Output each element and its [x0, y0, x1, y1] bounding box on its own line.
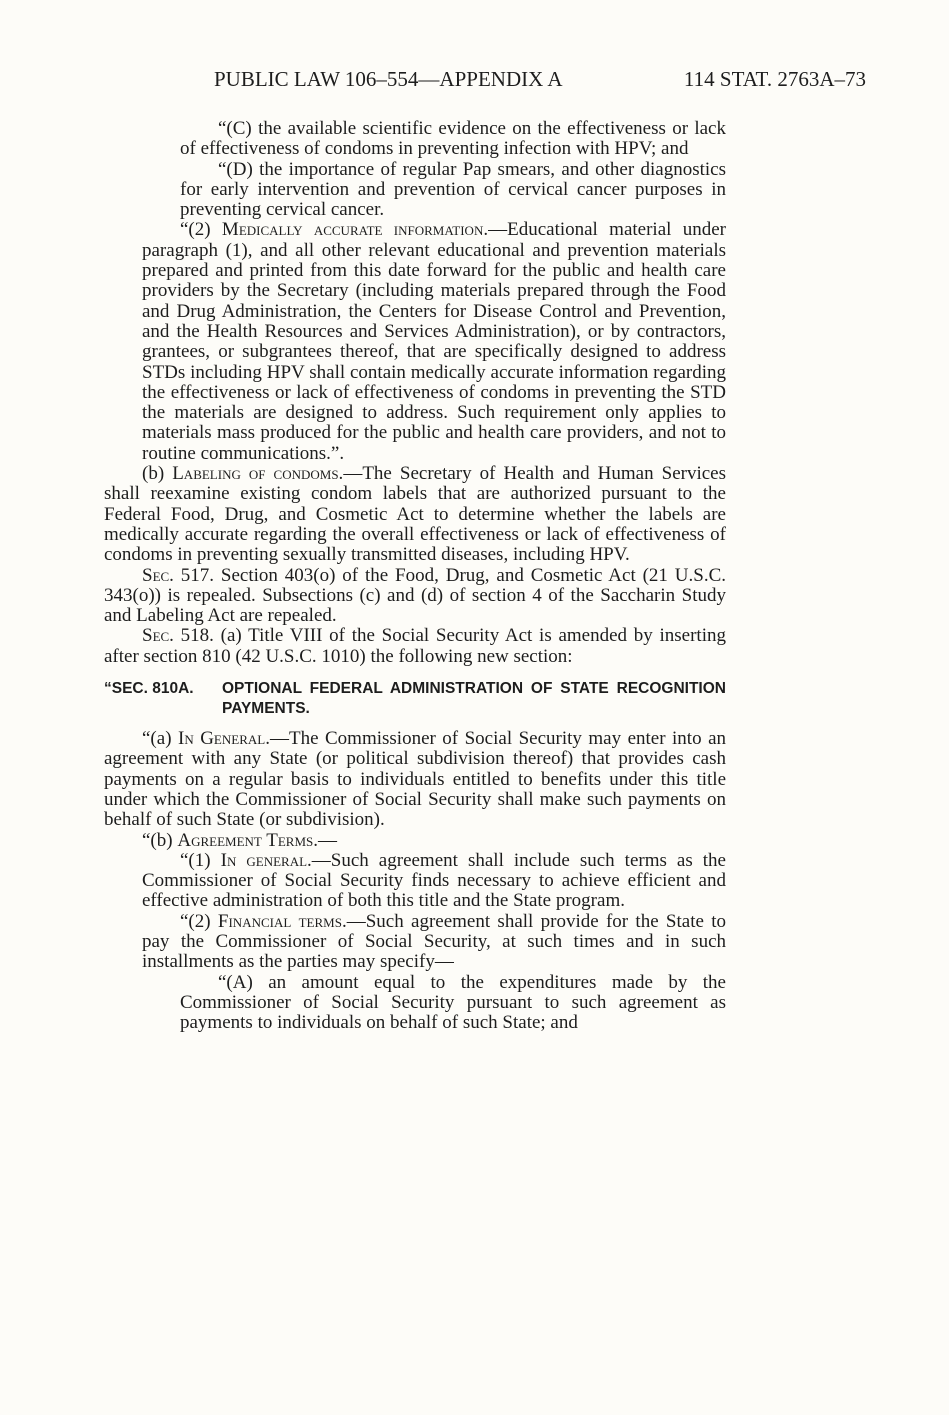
subsection-a-heading: In General. — [178, 728, 270, 750]
paragraph-b2-number: “(2) — [180, 910, 218, 932]
subsection-b-labeling — [104, 464, 726, 565]
paragraph-2-number: “(2) — [180, 219, 222, 241]
subsection-b-agreement-terms — [104, 831, 726, 851]
section-810a-title: OPTIONAL FEDERAL ADMINISTRATION OF STATE RECOGNITION PAYMENTS. — [222, 680, 726, 718]
paragraph-b2-heading: Financial terms. — [217, 910, 347, 932]
section-518-label: Sec. — [142, 625, 174, 647]
subsection-b-number: (b) — [142, 463, 173, 485]
paragraph-b1-heading: In general. — [220, 849, 312, 871]
subsection-a-number: “(a) — [142, 728, 179, 750]
section-518-text: 518. (a) Title VIII of the Social Security Act is amended by inserting after section 810 (42 U.S.C. 1010) the following new section: — [104, 625, 726, 667]
section-517-label: Sec. — [142, 564, 174, 586]
header-stat-citation: 114 STAT. 2763A–73 — [683, 67, 866, 91]
section-810a-heading — [104, 679, 726, 719]
paragraph-b2-text: —Such agreement shall provide for the State to pay the Commissioner of Social Security, at such times and in such installments as the parties may specify— — [142, 910, 727, 973]
section-517 — [104, 566, 726, 627]
section-810a-number: “SEC. 810A. — [104, 680, 194, 698]
section-518 — [104, 626, 726, 667]
agreement-terms-dash: — — [318, 829, 337, 851]
paragraph-2-text: —Educational material under paragraph (1), and all other relevant educational and prevention materials prepared and printed from this date forward for the public and health care providers by the Secretary (including materials prepared through the Food and Drug Administration, the Centers for Disease Control and Prevention, and the Health Resources and Services Administration), or by contractors, grantees, or subgrantees thereof, that are specifically designed to address STDs including HPV shall contain medically accurate information regarding the effectiveness or lack of effectiveness of condoms in preventing the STD the materials are designed to address. Such requirement only applies to materials mass produced for the public and health care providers, and not to routine communications.”. — [142, 219, 726, 464]
paragraph-2-medically-accurate — [104, 220, 726, 464]
subsection-b-heading: Labeling of condoms. — [172, 463, 344, 485]
paragraph-b2-financial-terms — [104, 912, 726, 973]
subsection-a-in-general — [104, 729, 726, 830]
subparagraph-d: “(D) the importance of regular Pap smears, and other diagnostics for early intervention and prevention of cervical cancer purposes in preventing cervical cancer. — [180, 158, 726, 221]
subparagraph-a-amount: “(A) an amount equal to the expenditures made by the Commissioner of Social Security pursuant to such agreement as payments to individuals on behalf of such State; and — [180, 971, 726, 1034]
agreement-terms-heading: Agreement Terms. — [177, 829, 318, 851]
paragraph-2-heading: Medically accurate information. — [221, 219, 489, 241]
header-law-title: PUBLIC LAW 106–554—APPENDIX A — [214, 67, 563, 91]
paragraph-b1-text: —Such agreement shall include such terms as the Commissioner of Social Security finds necessary to achieve efficient and effective administration of both this title and the State program. — [142, 849, 726, 912]
paragraph-b1-number: “(1) — [180, 849, 221, 871]
document-body — [104, 119, 726, 1033]
agreement-terms-number: “(b) — [142, 829, 178, 851]
subsection-b-text: —The Secretary of Health and Human Services shall reexamine existing condom labels that are authorized pursuant to the Federal Food, Drug, and Cosmetic Act to determine whether the labels are medically accurate regarding the overall effectiveness or lack of effectiveness of condoms in preventing sexually transmitted diseases, including HPV. — [104, 463, 726, 566]
subparagraph-c: “(C) the available scientific evidence on the effectiveness or lack of effectiveness of condoms in preventing infection with HPV; and — [180, 118, 726, 160]
subsection-a-text: —The Commissioner of Social Security may enter into an agreement with any State (or political subdivision thereof) that provides cash payments on a regular basis to individuals entitled to benefits under this title under which the Commissioner of Social Security shall make such payments on behalf of such State (or subdivision). — [104, 728, 727, 831]
section-517-text: 517. Section 403(o) of the Food, Drug, and Cosmetic Act (21 U.S.C. 343(o)) is repealed. Subsections (c) and (d) of section 4 of the Saccharin Study and Labeling Act are repealed. — [104, 564, 726, 627]
paragraph-b1-in-general — [104, 851, 726, 912]
